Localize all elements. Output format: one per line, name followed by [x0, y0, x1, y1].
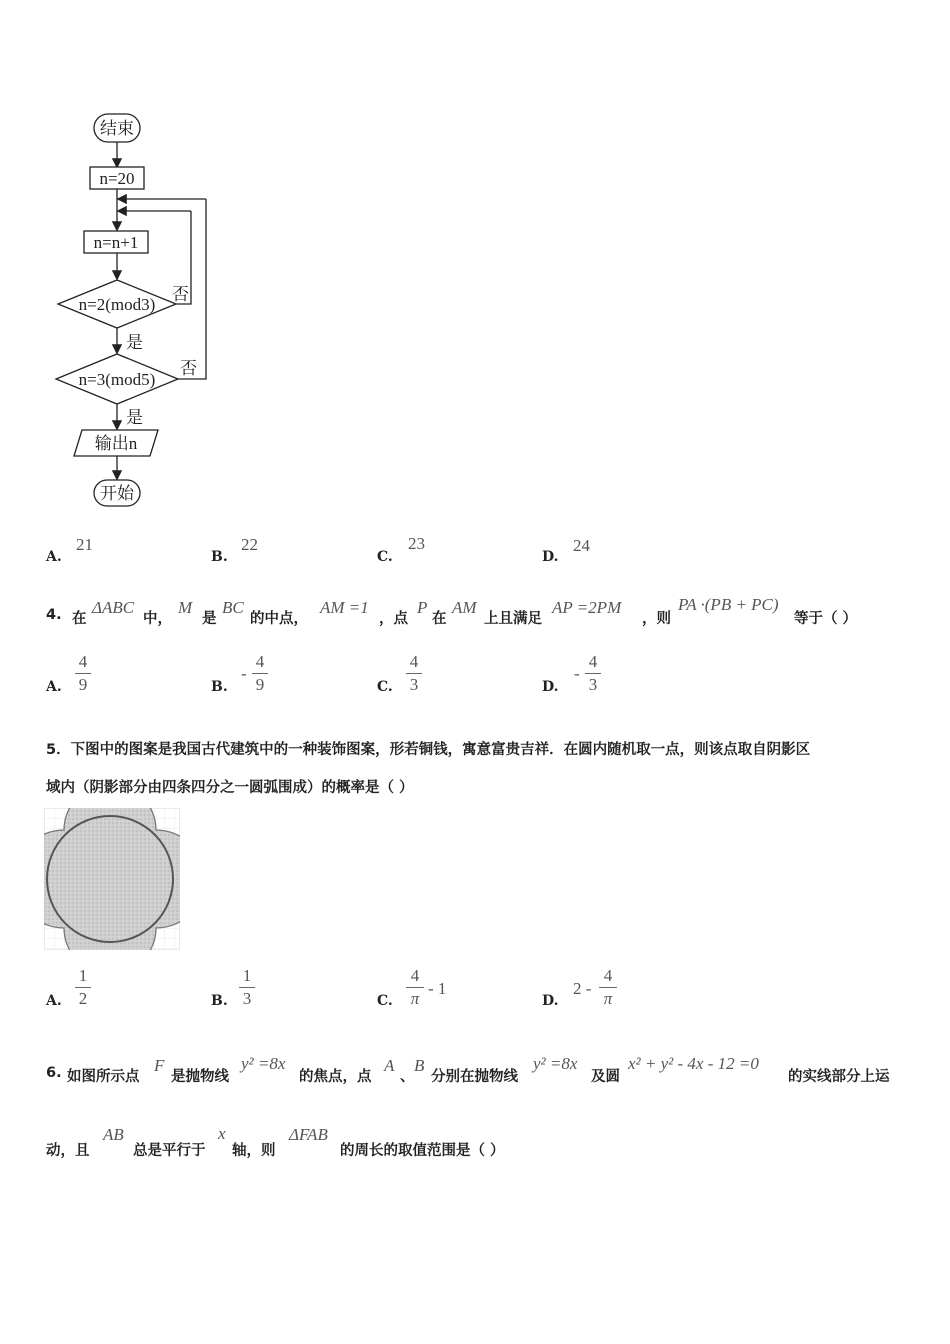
q4-text: 中， [143, 611, 172, 627]
q4-option-d-fraction [585, 652, 601, 695]
q4-text: 在 [72, 611, 87, 627]
q4-math: AM [452, 598, 477, 617]
q6-math: x² + y² - 4x - 12 =0 [628, 1054, 759, 1073]
flowchart [40, 100, 230, 520]
q4-math: AM =1 [320, 598, 369, 617]
q6-text: 的实线部分上运 [788, 1069, 890, 1085]
q4-option-d-letter: D. [542, 679, 559, 695]
q6-text: 是抛物线 [171, 1069, 229, 1085]
q3-option-c-letter: C. [377, 549, 393, 565]
q5-option-b-letter: B. [211, 993, 228, 1009]
q6-math: A [384, 1056, 395, 1075]
q6-text: 及圆 [591, 1069, 620, 1085]
output-label: 输出n [94, 434, 138, 453]
q5-option-c-letter: C. [377, 993, 393, 1009]
q6-text: 的周长的取值范围是（ ） [340, 1143, 505, 1159]
q5-option-d-letter: D. [542, 993, 559, 1009]
q4-math: ΔABC [92, 598, 135, 617]
q4-option-b-fraction [252, 652, 268, 695]
q5-option-d-prefix: 2 - [573, 979, 592, 998]
q6-text: 的焦点，点 [299, 1069, 372, 1085]
q6-math: B [414, 1056, 425, 1075]
condition2-label: n=3(mod5) [78, 370, 156, 389]
q4-math: M [178, 598, 193, 617]
increment-label: n=n+1 [93, 233, 139, 252]
q4-option-c-letter: C. [377, 679, 393, 695]
denominator: 3 [409, 675, 419, 694]
q6-math: y² =8x [533, 1054, 578, 1073]
q5-option-c-suffix: - 1 [428, 979, 447, 998]
q4-text: 在 [432, 611, 447, 627]
q6-math: x [218, 1124, 226, 1143]
q5-option-b-fraction [239, 966, 255, 1009]
q4-math: BC [222, 598, 244, 617]
numerator: 1 [242, 966, 252, 985]
q3-option-b-value: 22 [241, 535, 258, 554]
q4-option-b-sign: - [241, 664, 247, 683]
q4-option-b-letter: B. [211, 679, 228, 695]
q4-text: ，则 [642, 611, 671, 627]
q6-text: 总是平行于 [133, 1143, 206, 1159]
q6-math: AB [103, 1125, 124, 1144]
q3-option-c-value: 23 [408, 534, 425, 553]
denominator: 9 [255, 675, 265, 694]
numerator: 4 [588, 652, 598, 671]
q4-option-d-sign: - [574, 664, 580, 683]
q5-stem-line2: 域内（阴影部分由四条四分之一圆弧围成）的概率是（ ） [46, 780, 414, 796]
q5-option-a-fraction [75, 966, 91, 1009]
condition1-no-label: 否 [172, 285, 189, 304]
q6-number: 6. [46, 1065, 62, 1081]
q6-text: 分别在抛物线 [431, 1069, 518, 1085]
q4-text: 上且满足 [484, 611, 542, 627]
q5-option-c-fraction [406, 966, 424, 1009]
q5-option-d-fraction [599, 966, 617, 1009]
q3-option-b-letter: B. [211, 549, 228, 565]
q3-option-a-value: 21 [76, 535, 93, 554]
q6-text: 动，且 [46, 1143, 90, 1159]
condition2-no-label: 否 [180, 359, 197, 378]
q4-math: P [417, 598, 428, 617]
q4-option-a-letter: A. [46, 679, 62, 695]
q3-option-a-letter: A. [46, 549, 62, 565]
q6-math: F [154, 1056, 165, 1075]
condition1-yes-label: 是 [126, 333, 143, 352]
numerator: 4 [409, 652, 419, 671]
q5-stem-line1: 5．下图中的图案是我国古代建筑中的一种装饰图案，形若铜钱，寓意富贵吉祥．在圆内随机取一点，则该点取自阴影区 [46, 742, 811, 758]
denominator: π [603, 989, 613, 1008]
denominator: 3 [242, 989, 252, 1008]
denominator: π [410, 989, 420, 1008]
denominator: 3 [588, 675, 598, 694]
q6-text: 、 [400, 1069, 415, 1085]
numerator: 1 [78, 966, 88, 985]
q3-option-d-value: 24 [573, 536, 590, 555]
q4-math: PA ·(PB + PC) [678, 595, 779, 614]
condition1-label: n=2(mod3) [78, 295, 156, 314]
q4-number: 4. [46, 607, 62, 623]
q6-math: y² =8x [241, 1054, 286, 1073]
end-label: 结束 [100, 119, 134, 138]
q4-text: 等于（ ） [794, 611, 858, 627]
q5-option-a-letter: A. [46, 993, 62, 1009]
numerator: 4 [255, 652, 265, 671]
q6-text: 如图所示点 [67, 1069, 140, 1085]
q4-option-a-fraction [75, 652, 91, 695]
numerator: 4 [410, 966, 420, 985]
q6-math: ΔFAB [289, 1125, 328, 1144]
q4-text: ，点 [379, 611, 408, 627]
denominator: 2 [78, 989, 88, 1008]
q3-option-d-letter: D. [542, 549, 559, 565]
numerator: 4 [603, 966, 613, 985]
condition2-yes-label: 是 [126, 408, 143, 427]
init-label: n=20 [99, 169, 135, 188]
denominator: 9 [78, 675, 88, 694]
coin-pattern-figure [44, 808, 180, 950]
q6-text: 轴，则 [232, 1143, 276, 1159]
q4-option-c-fraction [406, 652, 422, 695]
start-label: 开始 [100, 484, 134, 503]
numerator: 4 [78, 652, 88, 671]
q4-text: 的中点， [250, 611, 308, 627]
q4-math: AP =2PM [552, 598, 622, 617]
q4-text: 是 [202, 611, 217, 627]
